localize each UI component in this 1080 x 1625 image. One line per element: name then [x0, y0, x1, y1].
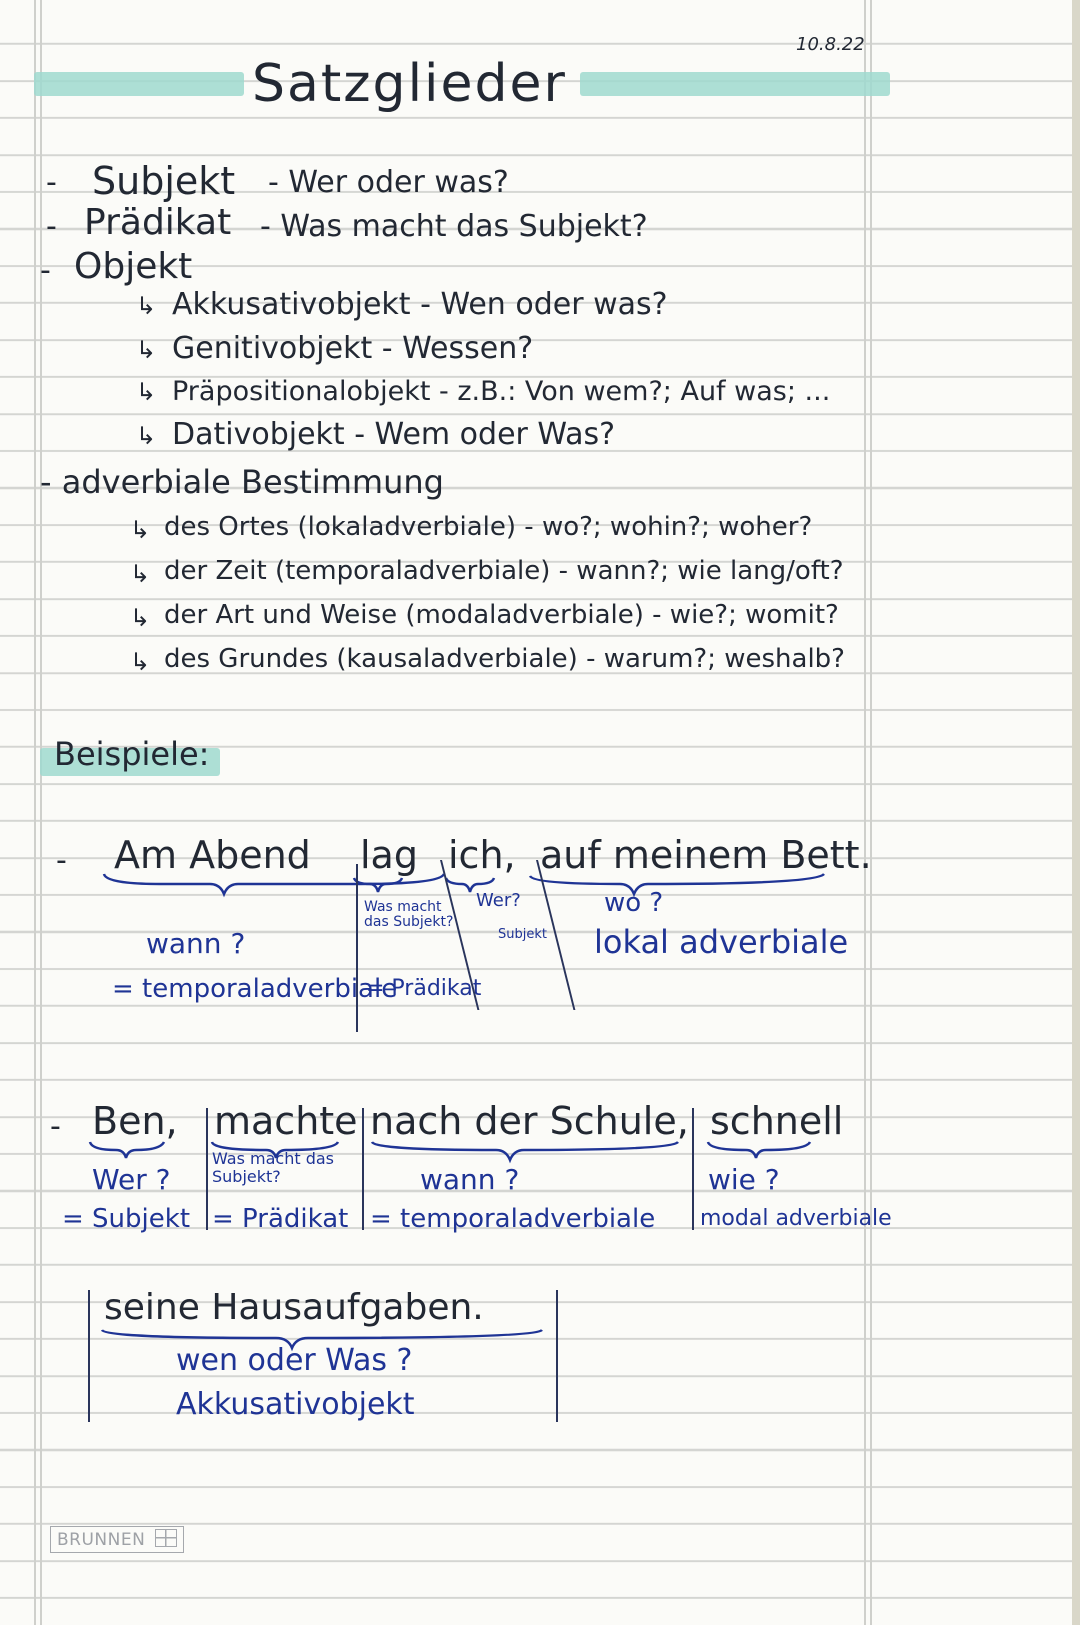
arrow-icon: ↳ — [130, 560, 151, 588]
def-question-praedikat: - Was macht das Subjekt? — [260, 209, 648, 244]
ex1-answer: Subjekt — [498, 927, 547, 942]
example-dash: - — [56, 843, 67, 878]
objekt-dativ: Dativobjekt - Wem oder Was? — [172, 417, 616, 452]
date: 10.8.22 — [796, 34, 865, 55]
ex2-word: machte — [214, 1099, 358, 1143]
ex3-answer: Akkusativobjekt — [176, 1387, 415, 1422]
arrow-icon: ↳ — [136, 378, 157, 406]
divider-line — [356, 864, 358, 1032]
divider-line — [88, 1290, 90, 1422]
ex2-answer: modal adverbiale — [700, 1206, 892, 1231]
ex1-question: Wer? — [476, 890, 521, 911]
divider-line — [692, 1108, 694, 1230]
ex3-question: wen oder Was ? — [176, 1343, 413, 1378]
arrow-icon: ↳ — [136, 292, 157, 320]
beispiele-label: Beispiele: — [54, 735, 210, 773]
ex2-answer: = temporaladverbiale — [370, 1204, 656, 1234]
title-highlight-left — [34, 72, 244, 96]
margin-line — [870, 0, 872, 1625]
divider-line — [362, 1108, 364, 1230]
objekt-praepositional: Präpositionalobjekt - z.B.: Von wem?; Auf was; ... — [172, 376, 831, 407]
ex2-word: nach der Schule, — [370, 1099, 689, 1143]
example-dash: - — [50, 1109, 61, 1144]
ex1-question: wo ? — [604, 888, 664, 918]
def-dash: - — [46, 209, 57, 244]
ex2-word: schnell — [710, 1099, 844, 1143]
ex2-question: wie ? — [708, 1163, 780, 1196]
ex1-answer: lokal adverbiale — [594, 923, 849, 961]
adverbiale-grund: des Grundes (kausaladverbiale) - warum?; weshalb? — [164, 644, 845, 674]
ex1-word: auf meinem Bett. — [540, 833, 872, 877]
divider-line — [206, 1108, 208, 1230]
adverbiale-ort: des Ortes (lokaladverbiale) - wo?; wohin?; woher? — [164, 512, 813, 542]
ex1-answer: = temporaladverbiale — [112, 974, 398, 1004]
ex2-answer: = Subjekt — [62, 1204, 191, 1234]
brand-logo — [50, 1526, 184, 1553]
page-title: Satzglieder — [252, 54, 567, 114]
ex2-word: Ben, — [92, 1099, 178, 1143]
arrow-icon: ↳ — [130, 648, 151, 676]
margin-line — [864, 0, 866, 1625]
ex1-word: lag — [360, 833, 418, 877]
ex2-question: Was macht das Subjekt? — [212, 1149, 335, 1186]
def-term-objekt: Objekt — [74, 246, 193, 287]
ex3-word: seine Hausaufgaben. — [104, 1287, 484, 1328]
ex1-answer: = Prädikat — [366, 976, 482, 1001]
def-term-praedikat: Prädikat — [84, 202, 232, 243]
title-highlight-right — [580, 72, 890, 96]
arrow-icon: ↳ — [136, 336, 157, 364]
adverbiale-zeit: der Zeit (temporaladverbiale) - wann?; wie lang/oft? — [164, 556, 844, 586]
objekt-akkusativ: Akkusativobjekt - Wen oder was? — [172, 287, 668, 322]
ex1-word: ich, — [448, 833, 516, 877]
arrow-icon: ↳ — [130, 516, 151, 544]
objekt-genitiv: Genitivobjekt - Wessen? — [172, 331, 534, 366]
ex2-question: Wer ? — [92, 1163, 171, 1196]
adverbial-heading: - adverbiale Bestimmung — [40, 463, 444, 501]
arrow-icon: ↳ — [136, 422, 157, 450]
brand-grid-icon — [155, 1529, 177, 1547]
def-dash: - — [46, 165, 57, 200]
ex1-question: Was macht das Subjekt? — [364, 899, 454, 931]
page-edge — [1072, 0, 1080, 1625]
ex1-question: wann ? — [146, 927, 246, 960]
ex1-word: Am Abend — [114, 833, 311, 877]
margin-line — [40, 0, 42, 1625]
ex2-answer: = Prädikat — [212, 1204, 349, 1234]
def-question-subjekt: - Wer oder was? — [268, 165, 509, 200]
divider-line — [556, 1290, 558, 1422]
adverbiale-art: der Art und Weise (modaladverbiale) - wie?; womit? — [164, 600, 839, 630]
def-term-subjekt: Subjekt — [92, 159, 236, 203]
ex2-question: wann ? — [420, 1163, 520, 1196]
brand-text: BRUNNEN — [57, 1530, 146, 1550]
margin-line — [34, 0, 36, 1625]
def-dash: - — [40, 253, 51, 288]
arrow-icon: ↳ — [130, 604, 151, 632]
